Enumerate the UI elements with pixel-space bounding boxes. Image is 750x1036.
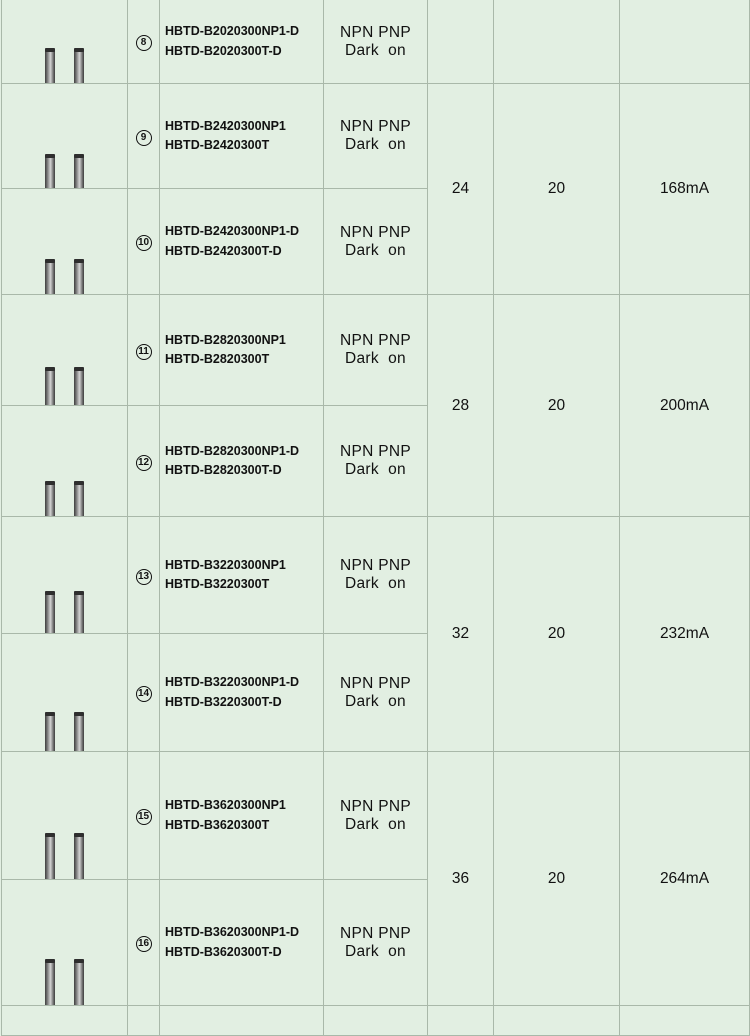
model-transmitter: HBTD-B3620300T-D: [165, 944, 282, 959]
output-cell: [324, 634, 428, 752]
model-cell: [160, 517, 324, 634]
output-mode: Dark on: [345, 461, 406, 478]
model-receiver: HBTD-B3620300NP1-D: [165, 925, 300, 939]
product-image-cell: [2, 189, 128, 295]
row-number: 10: [136, 235, 152, 251]
pitch-cell: 20: [494, 517, 620, 752]
row-number: 9: [136, 130, 152, 146]
model-receiver: HBTD-B3620300NP1: [165, 798, 286, 812]
model-receiver: HBTD-B2820300NP1: [165, 332, 286, 347]
output-mode: Dark on: [345, 575, 406, 592]
current-cell: [620, 0, 750, 84]
model-cell: [160, 752, 324, 880]
row-number: 11: [136, 344, 152, 360]
model-transmitter: HBTD-B2820300T: [165, 352, 270, 366]
model-transmitter: HBTD-B2420300T: [165, 138, 270, 152]
model-receiver: HBTD-B3220300NP1: [165, 557, 286, 572]
row-number: 14: [136, 686, 152, 702]
output-mode: Dark on: [345, 815, 406, 833]
model-transmitter: HBTD-B3220300T-D: [165, 694, 282, 709]
row-number-cell: [128, 295, 160, 406]
model-cell: [160, 0, 324, 84]
output-cell: [324, 0, 428, 84]
output-cell: [324, 189, 428, 295]
model-cell: [160, 880, 324, 1006]
output-type: NPN PNP: [339, 557, 411, 574]
model-cell: [160, 406, 324, 517]
model-receiver: HBTD-B2420300NP1-D: [165, 224, 300, 238]
product-image-cell: [2, 880, 128, 1006]
pitch-cell: 20: [494, 752, 620, 1006]
current-cell: 168mA: [620, 84, 750, 295]
row-number-cell: [128, 634, 160, 752]
row-number-cell: [128, 0, 160, 84]
table-row: [2, 1006, 750, 1036]
row-number-cell: [128, 84, 160, 189]
model-transmitter: HBTD-B3220300T: [165, 577, 270, 591]
model-receiver: HBTD-B2820300NP1-D: [165, 443, 300, 458]
output-mode: Dark on: [345, 942, 406, 960]
row-number: 15: [136, 809, 152, 825]
row-number-cell: [128, 880, 160, 1006]
pitch-cell: 20: [494, 84, 620, 295]
output-type: NPN PNP: [339, 118, 411, 135]
output-type: NPN PNP: [339, 674, 411, 692]
output-cell: [324, 84, 428, 189]
model-receiver: HBTD-B3220300NP1-D: [165, 675, 300, 689]
model-transmitter: HBTD-B2820300T-D: [165, 463, 282, 477]
table-row: [2, 84, 750, 189]
product-image-cell: [2, 752, 128, 880]
row-number-cell: [128, 189, 160, 295]
output-type: NPN PNP: [339, 797, 411, 815]
table-row: [2, 295, 750, 406]
row-number: 16: [136, 936, 152, 952]
row-number-cell: [128, 406, 160, 517]
row-number-cell: [128, 752, 160, 880]
current-cell: 264mA: [620, 752, 750, 1006]
output-cell: [324, 295, 428, 406]
spec-table: [1, 0, 750, 1036]
product-image-cell: [2, 84, 128, 189]
model-transmitter: HBTD-B2020300T-D: [165, 43, 282, 58]
model-receiver: HBTD-B2420300NP1: [165, 118, 286, 133]
beams-cell: [428, 0, 494, 84]
beams-cell: 32: [428, 517, 494, 752]
table-row: [2, 517, 750, 634]
product-image-cell: [2, 295, 128, 406]
model-transmitter: HBTD-B2420300T-D: [165, 243, 282, 258]
row-number: 8: [136, 35, 152, 51]
product-image-cell: [2, 0, 128, 84]
current-cell: 200mA: [620, 295, 750, 517]
table-row: [2, 0, 750, 84]
output-cell: [324, 752, 428, 880]
beams-cell: 28: [428, 295, 494, 517]
output-type: NPN PNP: [339, 23, 411, 41]
product-image-cell: [2, 517, 128, 634]
row-number: 12: [136, 455, 152, 471]
pitch-cell: 20: [494, 295, 620, 517]
output-mode: Dark on: [345, 136, 406, 153]
product-image-cell: [2, 406, 128, 517]
model-cell: [160, 189, 324, 295]
model-cell: [160, 634, 324, 752]
table-row: [2, 752, 750, 880]
product-image-cell: [2, 634, 128, 752]
row-number: 13: [136, 569, 152, 585]
output-mode: Dark on: [345, 41, 406, 59]
output-cell: [324, 406, 428, 517]
output-mode: Dark on: [345, 692, 406, 710]
model-transmitter: HBTD-B3620300T: [165, 817, 270, 832]
model-receiver: HBTD-B2020300NP1-D: [165, 24, 300, 38]
row-number-cell: [128, 517, 160, 634]
model-cell: [160, 295, 324, 406]
output-type: NPN PNP: [339, 924, 411, 942]
output-cell: [324, 880, 428, 1006]
beams-cell: 24: [428, 84, 494, 295]
output-mode: Dark on: [345, 350, 406, 367]
output-mode: Dark on: [345, 241, 406, 259]
pitch-cell: [494, 0, 620, 84]
model-cell: [160, 84, 324, 189]
output-type: NPN PNP: [339, 332, 411, 349]
current-cell: 232mA: [620, 517, 750, 752]
output-type: NPN PNP: [339, 443, 411, 460]
output-type: NPN PNP: [339, 223, 411, 241]
beams-cell: 36: [428, 752, 494, 1006]
output-cell: [324, 517, 428, 634]
